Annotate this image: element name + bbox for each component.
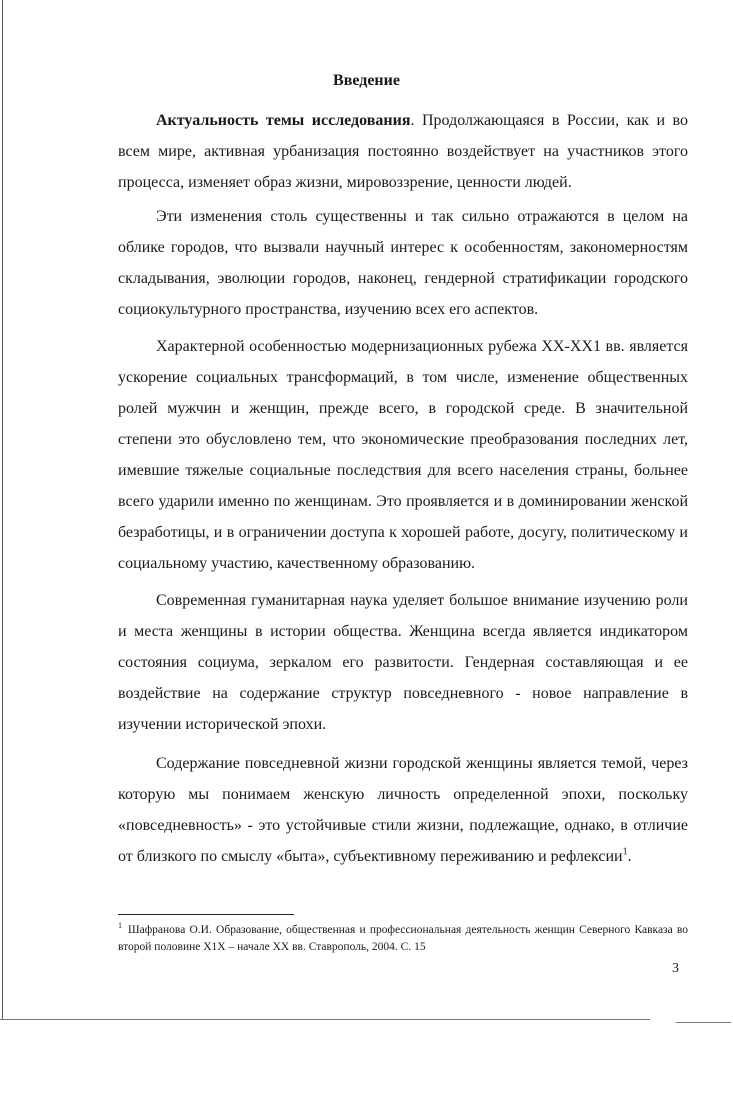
paragraph-5-text: Содержание повседневной жизни городской женщины является темой, через которую мы понимаем женскую личность определенной эпохи, поскольку «повседневность» - это устойчивые стили жизни, подлежащие, однако, в отличие от близкого по смыслу «быта», субъективному переживанию и рефлексии <box>118 755 688 865</box>
paragraph-5-tail: . <box>627 848 632 865</box>
footnote-marker: 1 <box>118 921 122 931</box>
footnote-reference[interactable]: 1 <box>622 846 628 858</box>
scan-edge-left <box>2 0 3 1020</box>
paragraph-1-text: . Продолжающаяся в России, как и во всем мире, активная урбанизация постоянно воздействует на участников этого процесса, изменяет образ жизни, мировоззрение, ценности людей. <box>118 112 688 191</box>
section-title: Введение <box>333 72 400 89</box>
footnote-text: Шафранова О.И. Образование, общественная и профессиональная деятельность женщин Северного Кавказа во второй половине X1X – начале XX вв. Ставрополь, 2004. С. 15 <box>118 924 688 953</box>
body-text <box>118 105 688 872</box>
paragraph-lead: Актуальность темы исследования <box>156 112 411 129</box>
paragraph-2: Эти изменения столь существенны и так сильно отражаются в целом на облике городов, что вызвали научный интерес к особенностям, закономерностям складывания, эволюции городов, наконец, гендерной стратификации городского социокультурного пространства, изучению всех его аспектов. <box>118 208 688 318</box>
paragraph-4: Современная гуманитарная наука уделяет большое внимание изучению роли и места женщины в истории общества. Женщина всегда является индикатором состояния социума, зеркалом его развитости. Гендерная составляющая и ее воздействие на содержание структур повседневного - новое направление в изучении исторической эпохи. <box>118 592 688 733</box>
scan-edge-bottom <box>0 1019 650 1020</box>
scan-edge-bottom-right <box>676 1022 731 1023</box>
page-number: 3 <box>672 961 679 976</box>
paragraph-5 <box>118 748 688 872</box>
paragraph-1 <box>118 105 688 198</box>
footnote-separator <box>118 914 294 915</box>
paragraph-3: Характерной особенностью модернизационных рубежа XX-XX1 вв. является ускорение социальных трансформаций, в том числе, изменение общественных ролей мужчин и женщин, прежде всего, в городской среде. В значительной степени это обусловлено тем, что экономические преобразования последних лет, имевшие тяжелые социальные последствия для всего населения страны, больнее всего ударили именно по женщинам. Это проявляется и в доминировании женской безработицы, и в ограничении доступа к хорошей работе, досугу, политическому и социальному участию, качественному образованию. <box>118 338 688 572</box>
footnote <box>118 922 688 956</box>
